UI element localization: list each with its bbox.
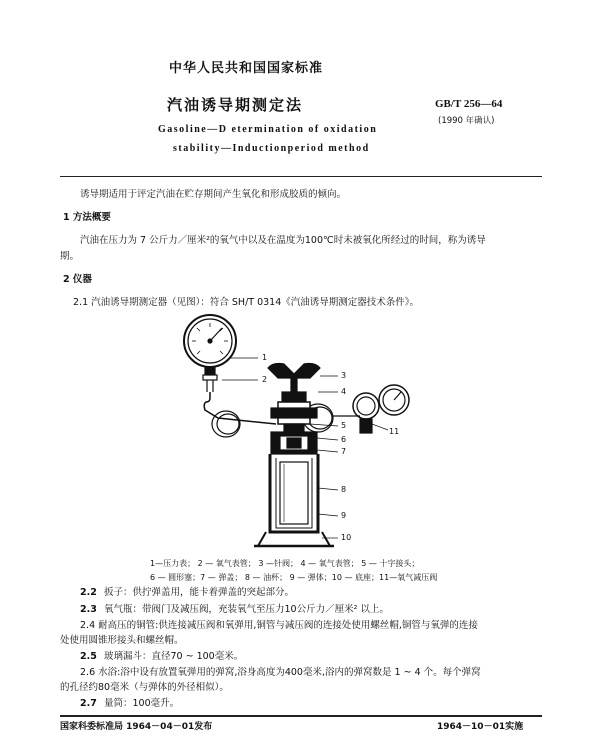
- item-2-6-line1: 2.6 水浴:浴中设有放置氧弹用的弹窝,浴身高度为400毫米,浴内的弹窝数是 1 ~ 4 个。每个弹窝: [80, 667, 481, 678]
- item-2-7-text: 量筒：100毫升。: [104, 698, 180, 709]
- item-2-4-line1: 2.4 耐高压的铜管:供连接减压阀和氧弹用,铜管与减压阀的连接处使用螺丝帽,铜管与氧弹的连接: [80, 620, 478, 631]
- section-1-text-line1: 汽油在压力为 7 公斤力／厘米²的氧气中以及在温度为100℃时未被氧化所经过的时间，称为诱导: [80, 235, 486, 246]
- callout-9: 9: [341, 511, 347, 520]
- oxygen-tube: [204, 392, 276, 424]
- section-1-heading: 1 方法概要: [63, 212, 111, 223]
- item-2-3-text: 氧气瓶：带阀门及减压阀，充装氧气至压力10公斤力／厘米² 以上。: [104, 604, 389, 615]
- item-2-2-text: 扳子：供拧弹盖用，能卡着弹盖的突起部分。: [104, 587, 295, 598]
- figure-caption-line1: 1—压力表； 2 — 氧气表管； 3 —针阀； 4 — 氧气表管； 5 — 十字接头；: [150, 559, 420, 568]
- callout-5: 5: [341, 421, 347, 430]
- confirm-note: (1990 年确认): [438, 116, 495, 126]
- needle-valve: [268, 364, 320, 403]
- item-2-4-line2: 处使用圆锥形接头和螺丝帽。: [60, 635, 184, 646]
- callout-1: 1: [262, 353, 268, 362]
- item-2-3-number: 2.3: [80, 604, 97, 615]
- header-divider: [60, 176, 542, 177]
- callout-3: 3: [341, 371, 347, 380]
- tube-coil-left: [212, 411, 240, 437]
- english-title-line1: Gasoline—D etermination of oxidation: [158, 124, 378, 135]
- section-1-text-line2: 期。: [60, 251, 80, 262]
- callout-10: 10: [341, 533, 352, 542]
- bomb-base: [258, 532, 330, 546]
- standard-code: GB/T 256—64: [435, 98, 503, 110]
- item-2-6-line2: 的孔径约80毫米（与弹体的外径相似）。: [60, 682, 229, 693]
- figure-caption-line2: 6 — 圆形塞；7 — 弹盖； 8 — 油杯； 9 — 弹体；10 — 底座；11—氧气减压阀: [150, 573, 438, 582]
- callout-7: 7: [341, 447, 347, 456]
- national-standard-heading: 中华人民共和国国家标准: [169, 61, 324, 76]
- pressure-gauge: [184, 315, 236, 392]
- callout-8: 8: [341, 485, 347, 494]
- callout-2: 2: [262, 375, 268, 384]
- callout-4: 4: [341, 387, 347, 396]
- item-2-5-text: 玻璃漏斗：直径70 ~ 100毫米。: [104, 651, 244, 662]
- issue-date: 国家科委标准局 1964－04－01发布: [60, 722, 213, 732]
- page-title: 汽油诱导期测定法: [167, 96, 304, 114]
- footer-divider: [60, 715, 542, 717]
- callout-6: 6: [341, 435, 347, 444]
- implementation-date: 1964－10－01实施: [437, 722, 524, 732]
- bomb-body: [270, 454, 318, 532]
- callout-11: 11: [389, 427, 400, 436]
- intro-paragraph: 诱导期适用于评定汽油在贮存期间产生氧化和形成胶质的倾向。: [80, 189, 347, 200]
- item-2-5-number: 2.5: [80, 651, 97, 662]
- item-2-7-number: 2.7: [80, 698, 97, 709]
- english-title-line2: stability—Inductionperiod method: [173, 143, 370, 154]
- item-2-1: 2.1 汽油诱导期测定器（见图）：符合 SH/T 0314《汽油诱导期测定器技术条件》。: [73, 297, 420, 308]
- item-2-2-number: 2.2: [80, 587, 97, 598]
- section-2-heading: 2 仪器: [63, 274, 92, 285]
